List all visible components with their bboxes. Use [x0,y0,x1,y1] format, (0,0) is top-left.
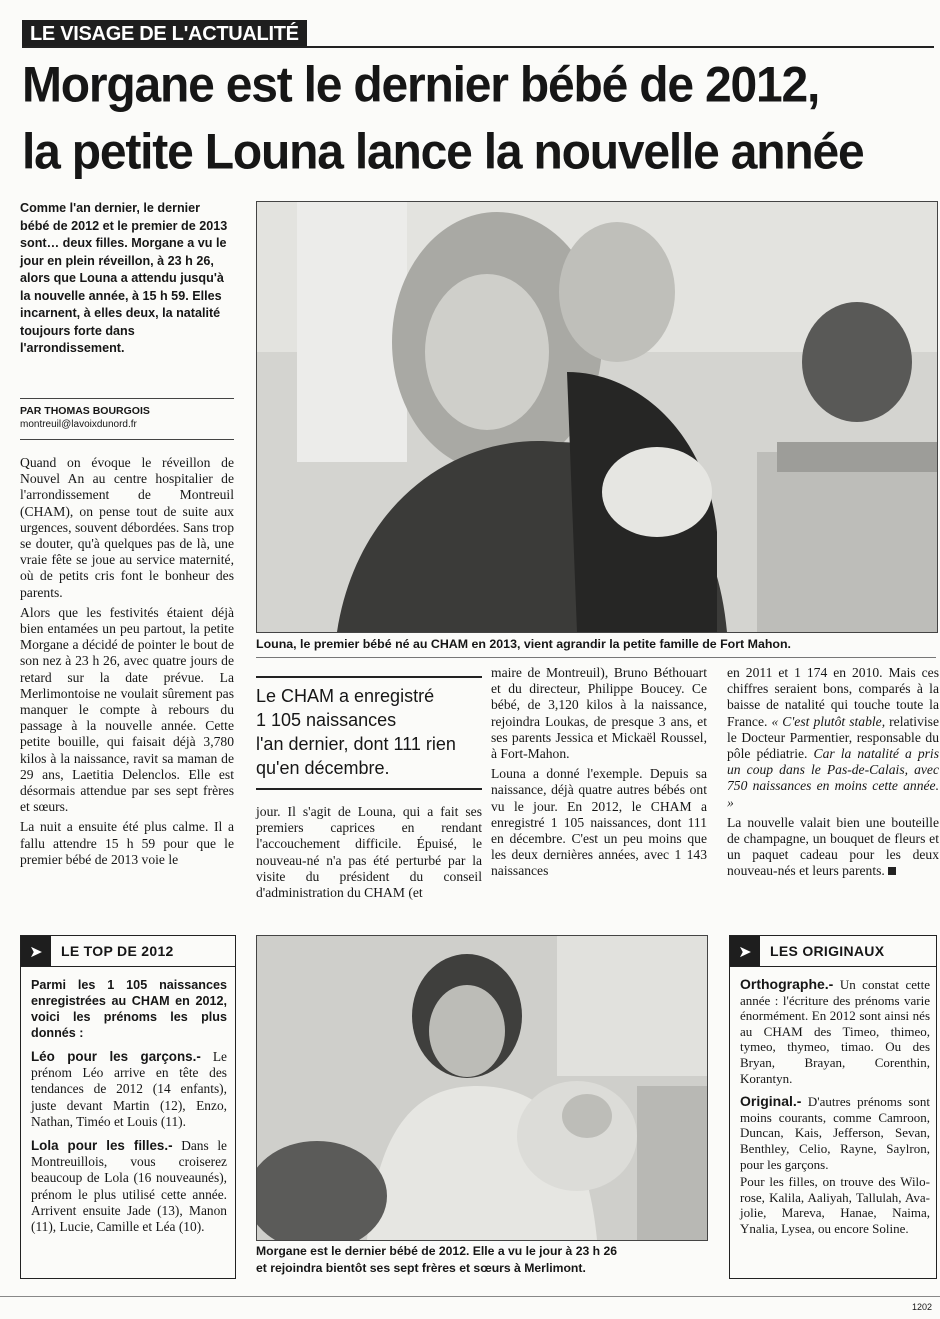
author-email: montreuil@lavoixdunord.fr [20,419,137,430]
caption-line: et rejoindra bientôt ses sept frères et sœurs à Merlimont. [256,1261,586,1275]
box-body [730,967,936,1237]
box-intro: Parmi les 1 105 naissances enregistrées au CHAM en 2012, voici les prénoms les plus donnés : [31,978,227,1040]
arrow-right-icon: ➤ [21,936,51,966]
caption-line: Morgane est le dernier bébé de 2012. Elle a vu le jour à 23 h 26 [256,1244,618,1258]
headline-line-1: Morgane est le dernier bébé de 2012, [22,57,820,113]
paragraph: Quand on évoque le réveillon de Nouvel An au centre hospitalier de l'arrondissement de Montreuil (CHAM), on pense tout de suite aux urgences, souvent débordées. Sans trop se douter, qu'à quelques pas de là, une vraie fête se joue au service maternité, où de petits cris font le bonheur des parents. [20,455,234,600]
photo1-caption: Louna, le premier bébé né au CHAM en 2013, vient agrandir la petite famille de Fort Mahon. [256,637,791,651]
text: en 2011 et 1 174 en 2010. Mais ces chiffres seraient bons, comparés à la baisse de natalité qui touche toute la France. [727,665,939,729]
body-column-3 [491,665,707,884]
box-body [21,967,235,1235]
lead-in: Léo pour les garçons.- [31,1049,201,1064]
arrow-right-icon: ➤ [730,936,760,966]
box-header [730,936,936,967]
paragraph: Alors que les festivités étaient déjà bien entamées un peu partout, la petite Morgane a décidé de pointer le bout de son nez à 23 h 26, avec quatre jours de retard sur la date prévue. La Merlimontoise ne voulait sûrement pas manquer le compte à rebours du passage à la nouvelle année. Cette petite bouille, qui faisait déjà 3,780 kilos à la naissance, ravit sa maman de 29 ans, Laetitia Delenclos. Elle est désormais attendue par ses sept frères et sœurs. [20,604,234,815]
kicker-rule [22,46,934,48]
text: Le prénom Léo arrive en tête des tendances de 2012 (14 enfants), juste devant Martin (12), Enzo, Nathan, Timéo et Louis (11). [31,1049,227,1129]
text: Un constat cette année : l'écriture des prénoms varie énormément. En 2012 sont ainsi nés au CHAM des Timeo, thimeo, tymeo, thymeo, timao. Ou des Bryan, Brayan, Corenthin, Korantyn. [740,977,930,1086]
standfirst: Comme l'an dernier, le dernier bébé de 2012 et le premier de 2013 sont… deux filles. Morgane a vu le jour en plein réveillon, à 23 h 26, alors que Louna a attendu jusqu'à la nouvelle année, à 15 h 59. Elles incarnent, à elles deux, la natalité toujours forte dans l'arrondissement. [20,201,228,355]
caption-rule [256,657,936,658]
pullquote-top-rule [256,676,482,678]
pullquote [256,684,482,780]
lead-in: Original.- [740,1093,802,1110]
box-header [21,936,235,967]
body-column-2 [256,804,482,905]
paragraph [740,977,930,1086]
page-number: 1202 [912,1302,933,1312]
end-mark-icon [888,867,896,875]
pullquote-line: qu'en décembre. [256,758,390,778]
section-kicker: LE VISAGE DE L'ACTUALITÉ [22,20,307,48]
pullquote-line: 1 105 naissances [256,710,397,730]
sidebar-box-originaux [729,935,937,1279]
quote: Car la natalité a pris un coup dans le Pas-de-Calais, avec 750 naissances en moins cette année. » [727,746,939,810]
lead-in: Orthographe.- [740,976,834,992]
box-title: LES ORIGINAUX [770,943,885,959]
lead-in: Lola pour les filles.- [31,1138,173,1154]
body-column-4 [727,665,939,884]
photo2-caption [256,1243,708,1277]
byline-bottom-rule [20,439,234,440]
paragraph: maire de Montreuil), Bruno Béthouart et du directeur, Philippe Boucey. Ce bébé, de 3,120 kilos à la naissance, rejoindra Loukas, de presque 3 ans, et ses parents Jessica et Mickaël Roussel, à Fort-Mahon. [491,665,707,762]
photo-morgane-mother [256,935,708,1241]
text: D'autres prénoms sont moins courants, comme Camroon, Duncan, Kais, Jefferson, Sevan, Benthley, Celio, Rayne, Saylron, pour les garçons. [740,1094,931,1172]
page-bottom-rule [0,1296,940,1297]
paragraph: Louna a donné l'exemple. Depuis sa naissance, déjà quatre autres bébés ont vu le jour. En 2012, le CHAM a enregistré 1 105 naissances, dont 111 en décembre. C'est un peu moins que les deux dernières années, avec 1 143 naissances [491,766,707,879]
quote: « C'est plutôt stable, [771,713,886,729]
paragraph [31,1138,227,1235]
photo-placeholder-graphic [257,936,707,1240]
byline: PAR THOMAS BOURGOIS [20,405,150,417]
body-column-1 [20,455,234,872]
paragraph: La nuit a ensuite été plus calme. Il a fallu attendre 15 h 59 pour que le premier bébé de 2013 voie le [20,819,234,867]
sidebar-box-top-2012 [20,935,236,1279]
text: Dans le Montreuillois, vous croiserez beaucoup de Lola (16 nouveaunés), prénom le plus utilisé cette année. Arrivent ensuite Jade (13), Manon (11), Lucie, Camille et Léa (10). [31,1138,227,1235]
paragraph: jour. Il s'agit de Louna, qui a fait ses premiers caprices en rendant l'accouchement difficile. Épuisé, le nouveau-né n'a pas été perturbé par la visite du président du conseil d'administration du CHAM (et [256,804,482,901]
pullquote-bottom-rule [256,788,482,790]
text: relativise le Docteur Parmentier, responsable du pôle pédiatrie. [727,713,939,762]
headline [22,52,937,186]
paragraph: Pour les filles, on trouve des Wilo-rose, Kalila, Aaliyah, Tallulah, Ava-jolie, Mareva, Hanae, Naima, Ynalia, Lysea, ou encore Soline. [740,1174,930,1236]
pullquote-line: l'an dernier, dont 111 rien [256,734,456,754]
photo-placeholder-graphic [257,202,937,632]
paragraph [31,1049,227,1130]
paragraph [727,815,939,880]
paragraph [727,665,939,811]
headline-line-2: la petite Louna lance la nouvelle année [22,124,864,181]
pullquote-line: Le CHAM a enregistré [256,686,435,706]
photo-louna-family [256,201,938,633]
byline-top-rule [20,398,234,399]
box-title: LE TOP DE 2012 [61,943,174,959]
paragraph [740,1094,930,1172]
text: La nouvelle valait bien une bouteille de champagne, un bouquet de fleurs et un paquet cadeau pour les deux nouveau-nés et leurs parents. [727,814,939,879]
